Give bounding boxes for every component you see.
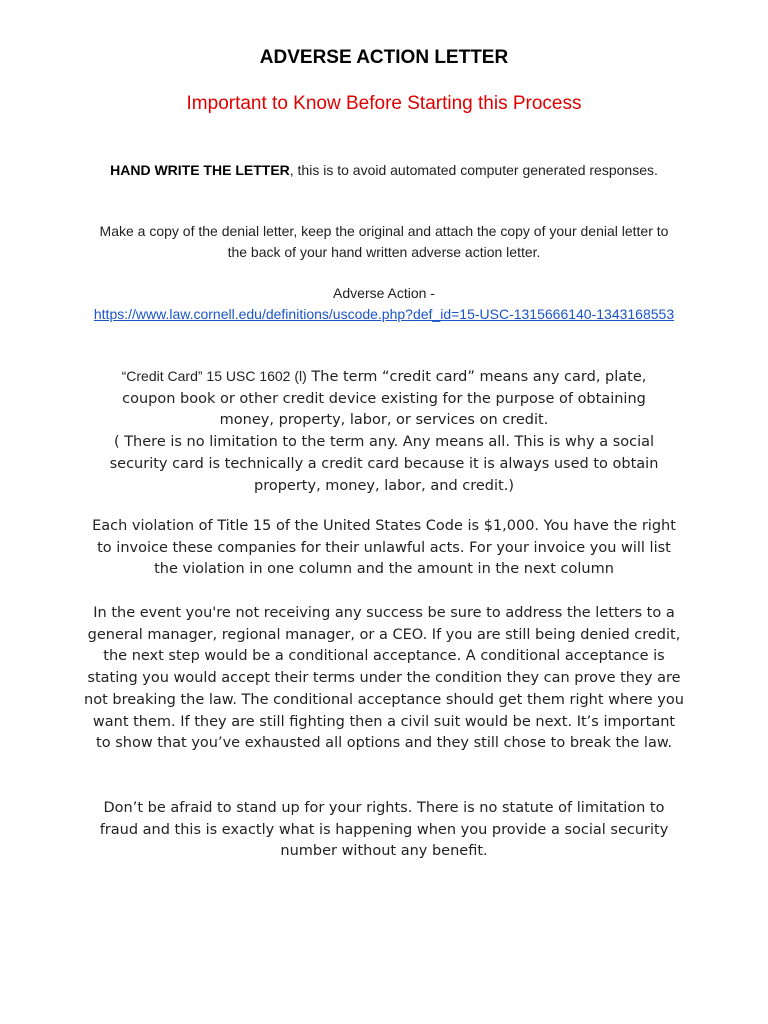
handwrite-instruction-bold: HAND WRITE THE LETTER — [110, 162, 290, 178]
violation-paragraph: Each violation of Title 15 of the United States Code is $1,000. You have the right to invoice these companies for their unlawful acts. For your invoice you will list the violation in one column and the amount in the next column — [92, 518, 676, 578]
document-title: ADVERSE ACTION LETTER — [259, 47, 509, 68]
copy-instruction: Make a copy of the denial letter, keep the original and attach the copy of your denial letter to the back of your hand written adverse action letter. — [99, 223, 669, 260]
credit-card-citation: “Credit Card” 15 USC 1602 (l) — [121, 368, 307, 384]
credit-card-note: ( There is no limitation to the term any. Any means all. This is why a social security card is technically a credit card because it is always used to obtain property, money, labor, and credit.) — [109, 434, 659, 494]
adverse-action-reference — [88, 283, 680, 325]
document-subtitle: Important to Know Before Starting this Process — [186, 93, 582, 114]
escalation-paragraph: In the event you're not receiving any success be sure to address the letters to a general manager, regional manager, or a CEO. If you are still being denied credit, the next step would be a conditional acceptance. A conditional acceptance is stating you would accept their terms under the condition they can prove they are not breaking the law. The conditional acceptance should get them right where you want them. If they are still fighting then a civil suit would be next. It’s important to show that you’ve exhausted all options and they still chose to break the law. — [84, 605, 684, 752]
credit-card-definition: The term “credit card” means any card, plate, coupon book or other credit device existing for the purpose of obtaining money, property, labor, or services on credit. — [122, 369, 647, 429]
adverse-action-label: Adverse Action - — [333, 285, 435, 301]
adverse-action-link[interactable]: https://www.law.cornell.edu/definitions/uscode.php?def_id=15-USC-1315666140-1343168553 — [93, 306, 675, 322]
credit-card-definition-section — [96, 366, 672, 497]
handwrite-instruction — [110, 160, 658, 181]
handwrite-instruction-rest: , this is to avoid automated computer generated responses. — [289, 162, 658, 178]
closing-paragraph: Don’t be afraid to stand up for your rights. There is no statute of limitation to fraud and this is exactly what is happening when you provide a social security number without any benefit. — [99, 800, 669, 860]
